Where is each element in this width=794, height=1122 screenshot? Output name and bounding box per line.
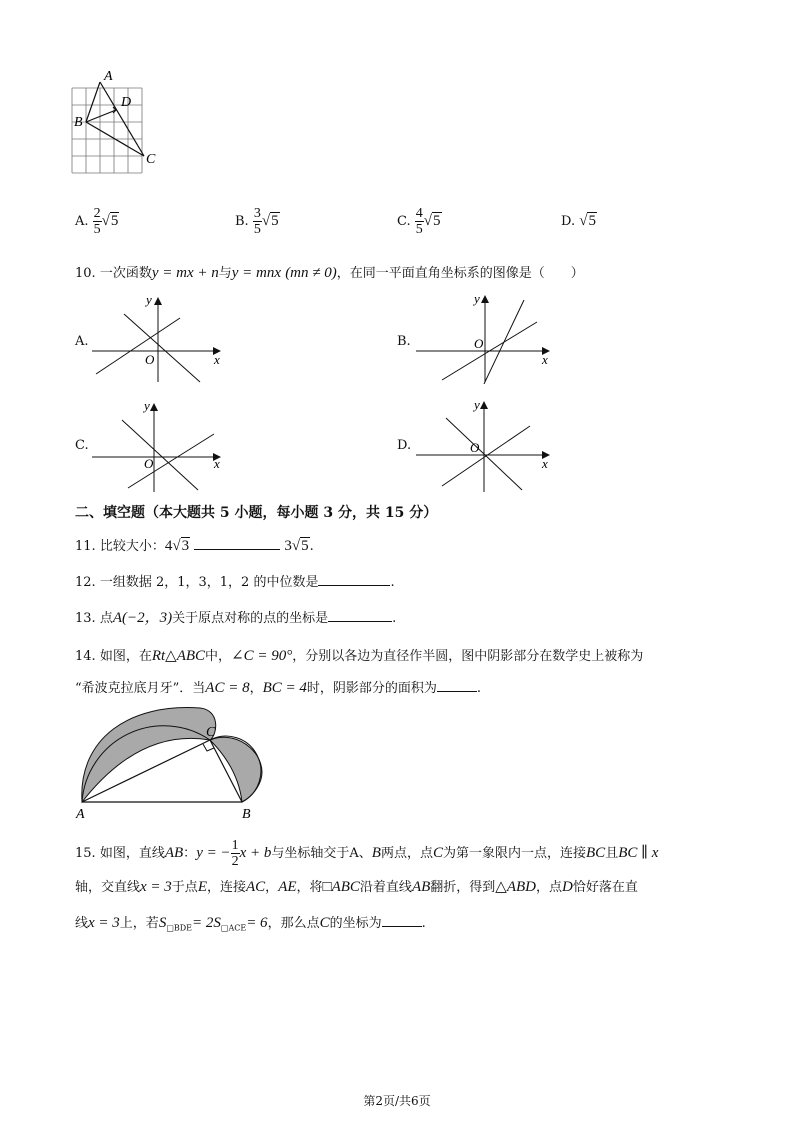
label-a: A <box>104 69 113 84</box>
q10-label-a: A. <box>75 334 89 349</box>
q10-graph-a <box>88 292 228 384</box>
q10-graph-d <box>412 398 557 492</box>
q12-answer-blank[interactable] <box>318 573 390 586</box>
q11-answer-blank[interactable] <box>194 537 280 550</box>
q9-option-d: D. √5 <box>561 213 596 229</box>
svg-text:C: C <box>206 725 216 740</box>
svg-text:y: y <box>144 398 150 413</box>
svg-text:y: y <box>146 292 152 307</box>
q15-answer-blank[interactable] <box>382 914 422 927</box>
q10-label-b: B. <box>397 334 411 349</box>
triangle-abc <box>86 82 144 156</box>
label-c: C <box>146 152 156 167</box>
q13-answer-blank[interactable] <box>328 609 392 622</box>
svg-text:A: A <box>76 807 85 822</box>
svg-text:x: x <box>542 456 548 471</box>
q10-graph-c <box>88 398 228 492</box>
svg-text:O: O <box>470 440 480 455</box>
svg-text:O: O <box>144 456 154 471</box>
svg-text:x: x <box>214 352 220 367</box>
svg-text:y: y <box>474 292 480 306</box>
svg-text:x: x <box>214 456 220 471</box>
svg-text:x: x <box>542 352 548 367</box>
q14-line-1: 14. 如图，在Rt△ABC中，∠C = 90°，分别以各边为直径作半圆，图中阴影部分在数学史上被称为 <box>75 648 644 664</box>
q9-option-c: C. $\frac{4}{5}$ √5 <box>397 206 441 237</box>
q13: 13. 点A(−2，3)关于原点对称的点的坐标是 . <box>75 610 397 626</box>
q14-lune-figure <box>70 698 270 822</box>
q11: 11. 比较大小：4√3 3√5. <box>75 538 314 554</box>
q10-graph-b <box>412 292 557 384</box>
svg-text:O: O <box>145 352 155 367</box>
svg-text:O: O <box>474 336 484 351</box>
svg-text:B: B <box>242 807 251 822</box>
grid-lines <box>72 88 142 173</box>
q10-label-d: D. <box>397 438 412 453</box>
section-2-heading: 二、填空题（本大题共 5 小题，每小题 3 分，共 15 分） <box>75 505 438 521</box>
q9-option-a: A. $\frac{2}{5}$ √5 <box>75 206 119 237</box>
q12: 12. 一组数据 2，1，3，1，2 的中位数是 . <box>75 575 395 590</box>
label-b: B <box>74 115 83 130</box>
q14-line-2: “希波克拉底月牙”．当AC = 8，BC = 4时，阴影部分的面积为 . <box>75 680 482 696</box>
q15-line-2: 轴，交直线x = 3于点E，连接AC，AE，将□ABC沿着直线AB翻折，得到△ABD，点D恰好落在直 <box>75 879 638 895</box>
q9-option-b: B. $\frac{3}{5}$ √5 <box>235 206 279 237</box>
label-d: D <box>121 95 132 110</box>
svg-text:y: y <box>474 398 480 412</box>
q15-line-3: 线x = 3上，若$S_{□BDE}= 2S_{□ACE}= 6$，那么点C的坐标为 . <box>75 915 426 933</box>
q9-grid-figure <box>66 68 166 178</box>
page-footer: 第2页/共6页 <box>363 1094 431 1108</box>
q10-stem: 10. 一次函数y = mx + n与y = mnx (mn ≠ 0)，在同一平面直角坐标系的图像是（ ） <box>75 265 584 281</box>
q10-label-c: C. <box>75 438 89 453</box>
q15-line-1: 15. 如图，直线AB：y = − $\frac{1}{2}$ x + b与坐标轴交于A、B两点，点C为第一象限内一点，连接BC且BC ∥ x <box>75 838 659 869</box>
q14-answer-blank[interactable] <box>437 679 477 692</box>
